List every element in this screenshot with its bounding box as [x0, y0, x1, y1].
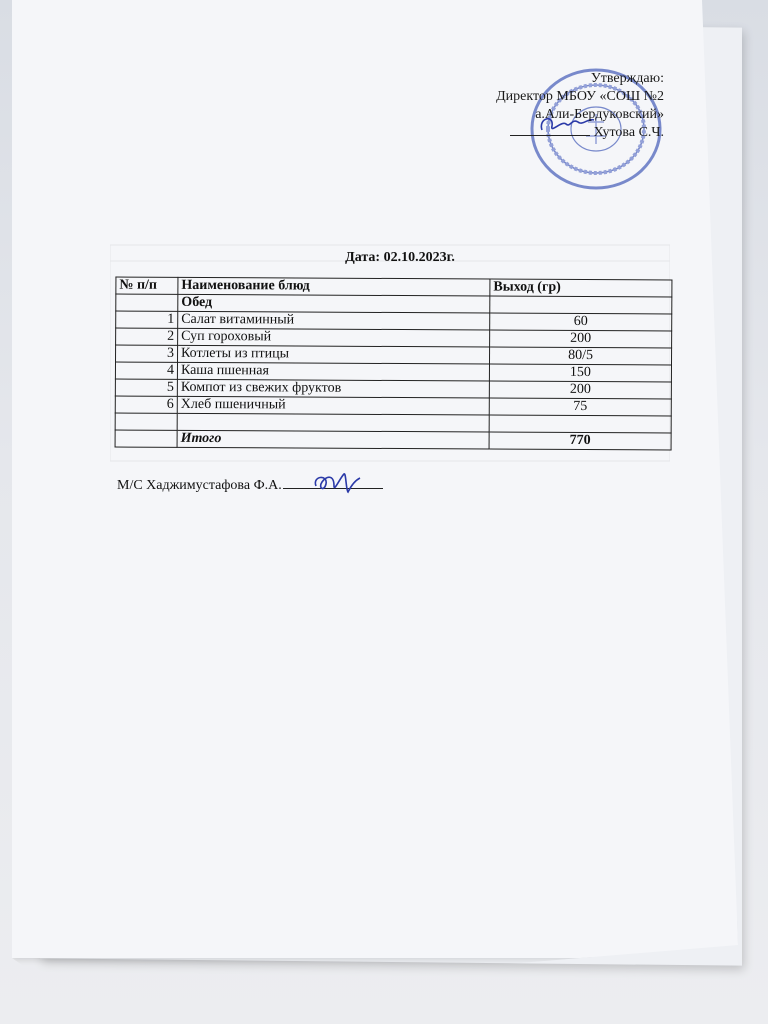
signature-underline — [510, 135, 590, 136]
section-label: Обед — [178, 294, 490, 313]
dish-yield: 200 — [490, 330, 672, 348]
village-line: а.Али-Бердуковский» — [535, 107, 664, 122]
dish-name: Хлеб пшеничный — [177, 396, 489, 415]
table-cell — [490, 296, 672, 314]
table-row — [116, 345, 672, 365]
row-number: 3 — [116, 345, 178, 362]
table-row — [115, 379, 671, 399]
dish-name: Салат витаминный — [178, 311, 490, 330]
dish-name: Котлеты из птицы — [178, 345, 490, 364]
table-cell — [116, 294, 178, 311]
total-label: Итого — [177, 430, 489, 449]
row-number: 5 — [115, 379, 177, 396]
table-cell — [115, 413, 177, 430]
table-cell — [489, 415, 671, 433]
table-cell — [177, 413, 489, 432]
header-number: № п/п — [116, 277, 178, 294]
nurse-name: М/С Хаджимустафова Ф.А. — [117, 478, 282, 493]
director-name: Хутова С.Ч. — [593, 125, 664, 140]
dish-yield: 80/5 — [489, 347, 671, 365]
header-yield: Выход (гр) — [490, 279, 672, 297]
table-row — [116, 311, 672, 331]
table-header-row — [116, 277, 672, 297]
dish-name: Каша пшенная — [177, 362, 489, 381]
table-row — [116, 328, 672, 348]
approve-label: Утверждаю: — [590, 71, 664, 86]
nurse-signature — [312, 470, 362, 496]
table-row — [115, 396, 671, 416]
menu-table — [115, 277, 673, 451]
total-value: 770 — [489, 432, 671, 450]
row-number: 6 — [115, 396, 177, 413]
header-dish-name: Наименование блюд — [178, 277, 490, 296]
dish-name: Компот из свежих фруктов — [177, 379, 489, 398]
dish-yield: 60 — [490, 313, 672, 331]
menu-date: Дата: 02.10.2023г. — [345, 250, 455, 265]
row-number: 4 — [115, 362, 177, 379]
director-title: Директор МБОУ «СОШ №2 — [496, 89, 664, 104]
table-cell — [115, 430, 177, 447]
total-row — [115, 430, 671, 450]
dish-yield: 75 — [489, 398, 671, 416]
section-row — [116, 294, 672, 314]
dish-name: Суп гороховый — [178, 328, 490, 347]
approval-block — [424, 70, 664, 142]
table-row — [115, 362, 671, 382]
row-number: 2 — [116, 328, 178, 345]
row-number: 1 — [116, 311, 178, 328]
dish-yield: 150 — [489, 364, 671, 382]
director-name-line — [424, 124, 664, 142]
dish-yield: 200 — [489, 381, 671, 399]
